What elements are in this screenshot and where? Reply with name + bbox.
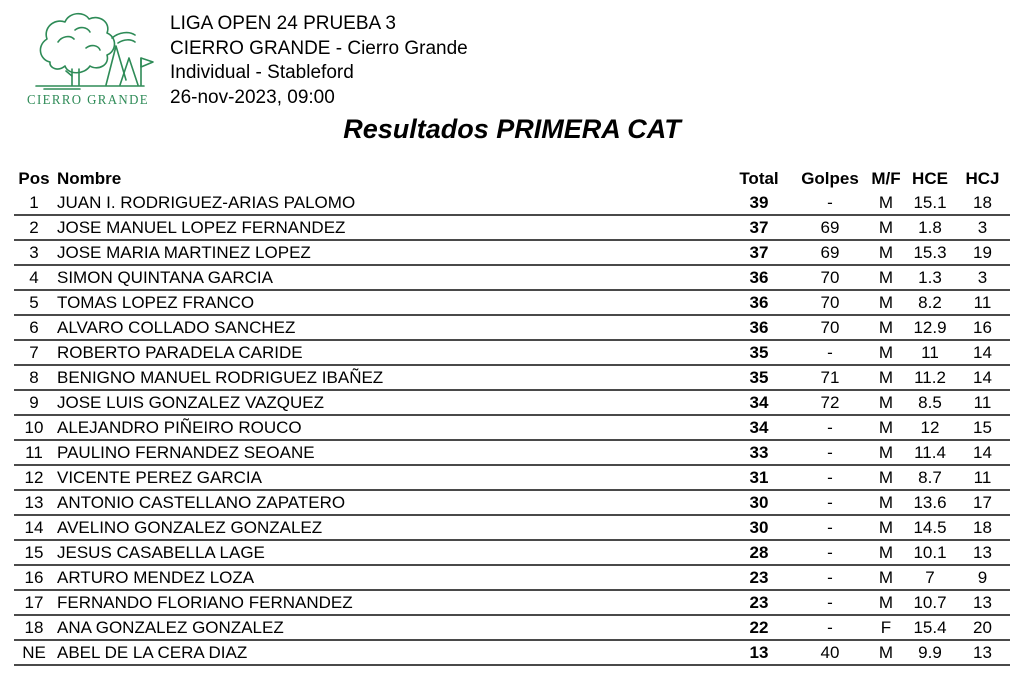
hcj-cell: 14 — [955, 440, 1010, 465]
pos-cell: 18 — [14, 615, 54, 640]
results-table-body — [14, 191, 1010, 665]
total-cell: 30 — [725, 490, 793, 515]
hcj-cell: 13 — [955, 590, 1010, 615]
pos-cell: 14 — [14, 515, 54, 540]
table-row — [14, 315, 1010, 340]
hcj-cell: 18 — [955, 515, 1010, 540]
name-cell: ALVARO COLLADO SANCHEZ — [54, 315, 725, 340]
hce-cell: 15.4 — [905, 615, 955, 640]
pos-cell: 16 — [14, 565, 54, 590]
mf-cell: M — [867, 240, 905, 265]
golpes-cell: 69 — [793, 215, 867, 240]
hcj-cell: 3 — [955, 215, 1010, 240]
golpes-cell: - — [793, 565, 867, 590]
total-cell: 37 — [725, 215, 793, 240]
col-header-total: Total — [739, 169, 779, 188]
name-cell: ARTURO MENDEZ LOZA — [54, 565, 725, 590]
mf-cell: M — [867, 215, 905, 240]
hcj-cell: 17 — [955, 490, 1010, 515]
total-cell: 33 — [725, 440, 793, 465]
total-cell: 23 — [725, 565, 793, 590]
pos-cell: 15 — [14, 540, 54, 565]
col-header-mf: M/F — [871, 169, 901, 188]
table-row — [14, 590, 1010, 615]
name-cell: JESUS CASABELLA LAGE — [54, 540, 725, 565]
page-title: Resultados PRIMERA CAT — [343, 114, 681, 144]
hcj-cell: 18 — [955, 191, 1010, 215]
col-header-hcj: HCJ — [965, 169, 1000, 188]
hce-cell: 14.5 — [905, 515, 955, 540]
name-cell: SIMON QUINTANA GARCIA — [54, 265, 725, 290]
name-cell: ANA GONZALEZ GONZALEZ — [54, 615, 725, 640]
mf-cell: M — [867, 390, 905, 415]
golpes-cell: 70 — [793, 290, 867, 315]
pos-cell: 5 — [14, 290, 54, 315]
pos-cell: 1 — [14, 191, 54, 215]
total-cell: 30 — [725, 515, 793, 540]
page-header — [0, 0, 1024, 110]
table-row — [14, 390, 1010, 415]
name-cell: BENIGNO MANUEL RODRIGUEZ IBAÑEZ — [54, 365, 725, 390]
name-cell: AVELINO GONZALEZ GONZALEZ — [54, 515, 725, 540]
name-cell: VICENTE PEREZ GARCIA — [54, 465, 725, 490]
golpes-cell: 70 — [793, 315, 867, 340]
table-row — [14, 440, 1010, 465]
total-cell: 37 — [725, 240, 793, 265]
table-row — [14, 191, 1010, 215]
table-row — [14, 240, 1010, 265]
total-cell: 36 — [725, 290, 793, 315]
golpes-cell: - — [793, 615, 867, 640]
pos-cell: NE — [14, 640, 54, 665]
table-row — [14, 465, 1010, 490]
mf-cell: M — [867, 191, 905, 215]
table-row — [14, 265, 1010, 290]
golpes-cell: - — [793, 465, 867, 490]
hcj-cell: 3 — [955, 265, 1010, 290]
pos-cell: 12 — [14, 465, 54, 490]
golpes-cell: 72 — [793, 390, 867, 415]
hcj-cell: 13 — [955, 540, 1010, 565]
event-datetime: 26-nov-2023, 09:00 — [170, 86, 335, 108]
total-cell: 22 — [725, 615, 793, 640]
hce-cell: 12 — [905, 415, 955, 440]
hcj-cell: 13 — [955, 640, 1010, 665]
name-cell: ANTONIO CASTELLANO ZAPATERO — [54, 490, 725, 515]
hcj-cell: 9 — [955, 565, 1010, 590]
mf-cell: M — [867, 590, 905, 615]
total-cell: 23 — [725, 590, 793, 615]
total-cell: 13 — [725, 640, 793, 665]
pos-cell: 10 — [14, 415, 54, 440]
pos-cell: 9 — [14, 390, 54, 415]
hcj-cell: 16 — [955, 315, 1010, 340]
golpes-cell: - — [793, 191, 867, 215]
hce-cell: 1.3 — [905, 265, 955, 290]
golpes-cell: 40 — [793, 640, 867, 665]
golpes-cell: 70 — [793, 265, 867, 290]
hce-cell: 8.7 — [905, 465, 955, 490]
pos-cell: 2 — [14, 215, 54, 240]
total-cell: 28 — [725, 540, 793, 565]
hce-cell: 10.7 — [905, 590, 955, 615]
total-cell: 36 — [725, 265, 793, 290]
hce-cell: 11 — [905, 340, 955, 365]
name-cell: FERNANDO FLORIANO FERNANDEZ — [54, 590, 725, 615]
name-cell: JOSE MARIA MARTINEZ LOPEZ — [54, 240, 725, 265]
golpes-cell: - — [793, 590, 867, 615]
hce-cell: 15.1 — [905, 191, 955, 215]
event-club: CIERRO GRANDE - Cierro Grande — [170, 37, 468, 59]
table-header-row — [14, 167, 1010, 191]
golpes-cell: - — [793, 515, 867, 540]
table-row — [14, 490, 1010, 515]
mf-cell: F — [867, 615, 905, 640]
total-cell: 35 — [725, 365, 793, 390]
total-cell: 39 — [725, 191, 793, 215]
col-header-golpes: Golpes — [801, 169, 859, 188]
golpes-cell: 71 — [793, 365, 867, 390]
golpes-cell: 69 — [793, 240, 867, 265]
event-format: Individual - Stableford — [170, 62, 354, 83]
event-info — [170, 8, 468, 110]
name-cell: ROBERTO PARADELA CARIDE — [54, 340, 725, 365]
hcj-cell: 11 — [955, 390, 1010, 415]
event-name: LIGA OPEN 24 PRUEBA 3 — [170, 13, 396, 34]
logo-text: CIERRO GRANDE — [27, 93, 149, 108]
mf-cell: M — [867, 515, 905, 540]
hcj-cell: 11 — [955, 465, 1010, 490]
pos-cell: 11 — [14, 440, 54, 465]
mf-cell: M — [867, 415, 905, 440]
hce-cell: 15.3 — [905, 240, 955, 265]
total-cell: 35 — [725, 340, 793, 365]
col-header-hce: HCE — [912, 169, 948, 188]
hce-cell: 9.9 — [905, 640, 955, 665]
golpes-cell: - — [793, 440, 867, 465]
mf-cell: M — [867, 565, 905, 590]
table-row — [14, 515, 1010, 540]
golpes-cell: - — [793, 340, 867, 365]
name-cell: TOMAS LOPEZ FRANCO — [54, 290, 725, 315]
table-row — [14, 290, 1010, 315]
col-header-nombre: Nombre — [57, 169, 122, 188]
hce-cell: 8.5 — [905, 390, 955, 415]
name-cell: JUAN I. RODRIGUEZ-ARIAS PALOMO — [54, 191, 725, 215]
table-row — [14, 615, 1010, 640]
hcj-cell: 14 — [955, 340, 1010, 365]
table-row — [14, 340, 1010, 365]
total-cell: 34 — [725, 390, 793, 415]
table-row — [14, 365, 1010, 390]
golpes-cell: - — [793, 490, 867, 515]
hcj-cell: 19 — [955, 240, 1010, 265]
mf-cell: M — [867, 265, 905, 290]
hce-cell: 1.8 — [905, 215, 955, 240]
total-cell: 34 — [725, 415, 793, 440]
hce-cell: 11.4 — [905, 440, 955, 465]
name-cell: ALEJANDRO PIÑEIRO ROUCO — [54, 415, 725, 440]
golpes-cell: - — [793, 415, 867, 440]
mf-cell: M — [867, 440, 905, 465]
name-cell: PAULINO FERNANDEZ SEOANE — [54, 440, 725, 465]
golpes-cell: - — [793, 540, 867, 565]
table-row — [14, 565, 1010, 590]
hce-cell: 8.2 — [905, 290, 955, 315]
mf-cell: M — [867, 365, 905, 390]
hcj-cell: 20 — [955, 615, 1010, 640]
table-row — [14, 215, 1010, 240]
name-cell: JOSE MANUEL LOPEZ FERNANDEZ — [54, 215, 725, 240]
table-row — [14, 540, 1010, 565]
pos-cell: 8 — [14, 365, 54, 390]
mf-cell: M — [867, 640, 905, 665]
pos-cell: 6 — [14, 315, 54, 340]
pos-cell: 4 — [14, 265, 54, 290]
results-table — [14, 167, 1010, 666]
pos-cell: 3 — [14, 240, 54, 265]
total-cell: 36 — [725, 315, 793, 340]
table-row — [14, 640, 1010, 665]
pos-cell: 7 — [14, 340, 54, 365]
mf-cell: M — [867, 540, 905, 565]
pos-cell: 17 — [14, 590, 54, 615]
name-cell: ABEL DE LA CERA DIAZ — [54, 640, 725, 665]
hce-cell: 12.9 — [905, 315, 955, 340]
mf-cell: M — [867, 465, 905, 490]
cierro-grande-logo — [20, 8, 158, 110]
hce-cell: 13.6 — [905, 490, 955, 515]
mf-cell: M — [867, 290, 905, 315]
pos-cell: 13 — [14, 490, 54, 515]
hcj-cell: 15 — [955, 415, 1010, 440]
total-cell: 31 — [725, 465, 793, 490]
hce-cell: 10.1 — [905, 540, 955, 565]
name-cell: JOSE LUIS GONZALEZ VAZQUEZ — [54, 390, 725, 415]
hcj-cell: 14 — [955, 365, 1010, 390]
mf-cell: M — [867, 315, 905, 340]
hce-cell: 7 — [905, 565, 955, 590]
mf-cell: M — [867, 340, 905, 365]
table-row — [14, 415, 1010, 440]
col-header-pos: Pos — [18, 169, 50, 188]
mf-cell: M — [867, 490, 905, 515]
tree-golf-flag-icon — [20, 8, 158, 110]
hce-cell: 11.2 — [905, 365, 955, 390]
hcj-cell: 11 — [955, 290, 1010, 315]
